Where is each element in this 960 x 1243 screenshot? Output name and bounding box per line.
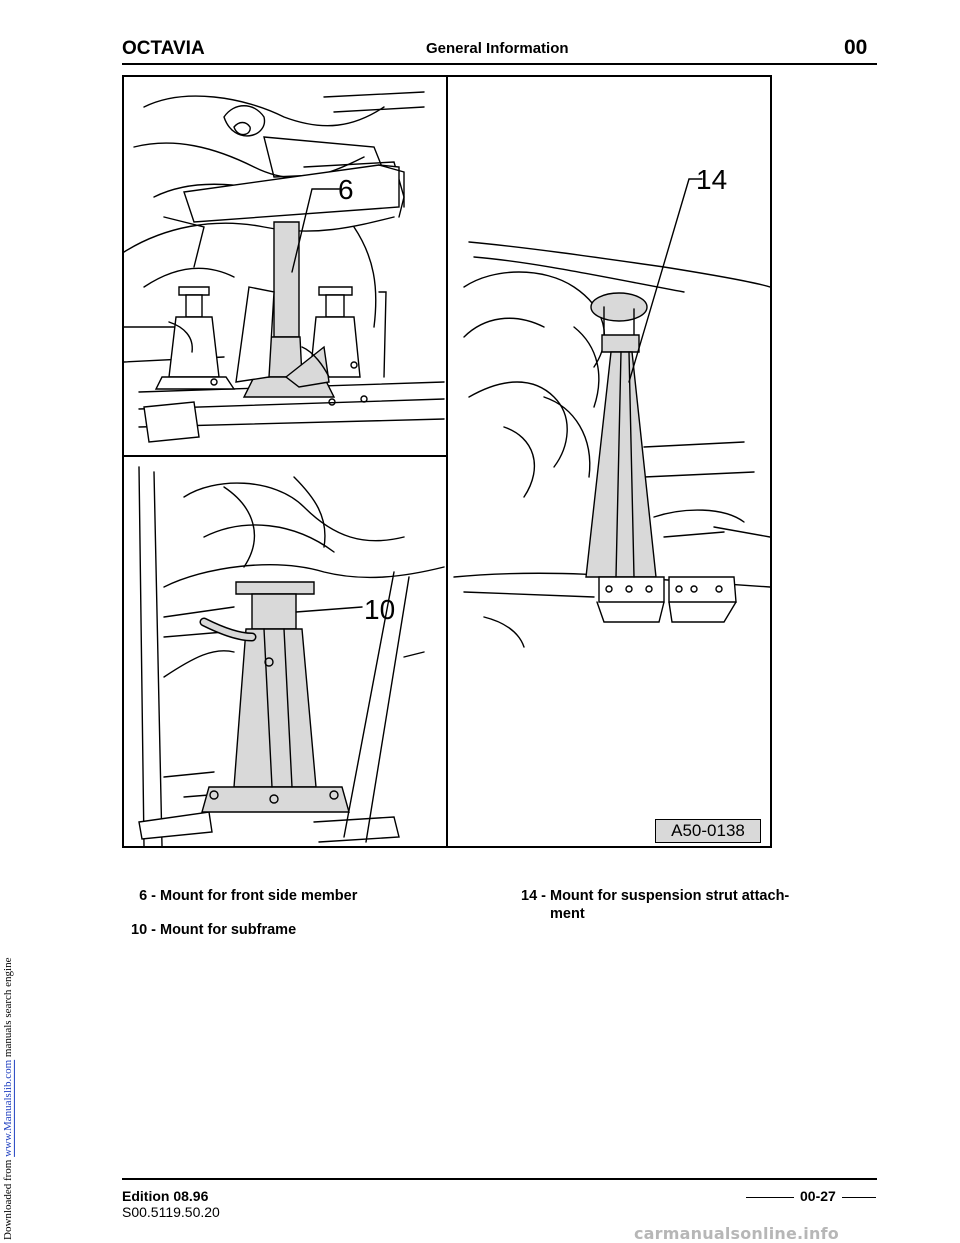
legend-text: Mount for subframe xyxy=(160,922,297,938)
footer-page-dash-left xyxy=(746,1197,794,1198)
footer-page-number: 00-27 xyxy=(800,1188,836,1204)
manualslib-link[interactable]: www.Manualslib.com xyxy=(2,1059,14,1157)
footer-document-code: S00.5119.50.20 xyxy=(122,1204,220,1220)
legend-number: 6 - xyxy=(139,888,156,904)
note-suffix: manuals search engine xyxy=(2,957,14,1060)
footer-edition: Edition 08.96 xyxy=(122,1188,209,1204)
legend-number: 10 - xyxy=(131,922,156,938)
legend-text-continued: ment xyxy=(550,906,585,922)
legend-text: Mount for suspension strut attach- xyxy=(550,888,790,904)
callout-14: 14 xyxy=(696,164,728,195)
watermark: carmanualsonline.info xyxy=(634,1224,839,1243)
header-model: OCTAVIA xyxy=(122,38,205,59)
download-source-note xyxy=(2,4,16,1240)
header-section-code: 00 xyxy=(844,36,868,59)
technical-figure xyxy=(122,75,772,848)
legend-number: 14 - xyxy=(521,888,546,904)
legend-text: Mount for front side member xyxy=(160,888,358,904)
callout-10: 10 xyxy=(364,594,396,625)
footer-rule xyxy=(122,1178,877,1180)
note-prefix: Downloaded from xyxy=(2,1156,14,1240)
figure-id-label: A50-0138 xyxy=(655,819,761,843)
callout-6: 6 xyxy=(338,174,354,205)
figure-drawing xyxy=(124,77,770,846)
header-title: General Information xyxy=(426,40,569,57)
header-rule xyxy=(122,63,877,65)
footer-page-dash-right xyxy=(842,1197,876,1198)
